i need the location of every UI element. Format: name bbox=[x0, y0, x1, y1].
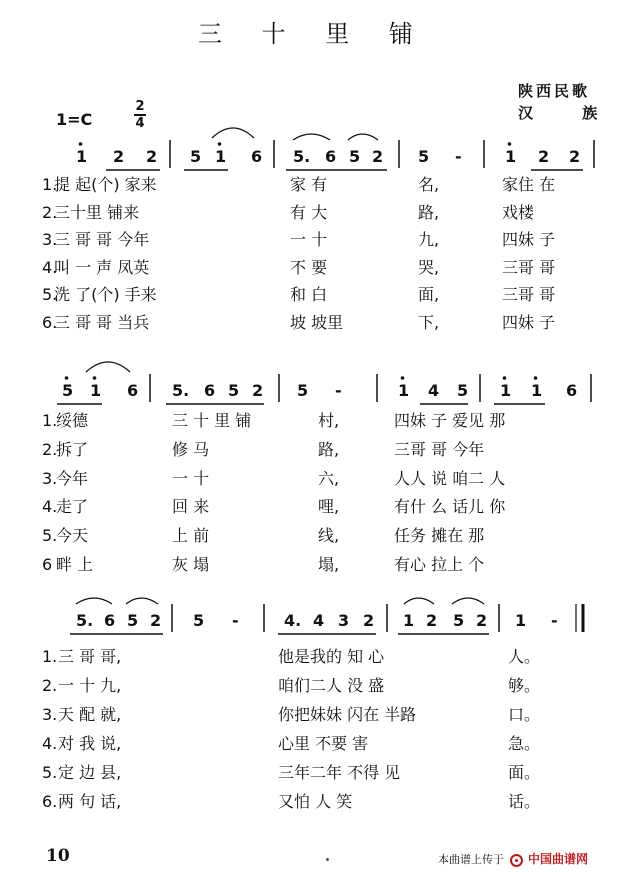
credit-brand: 中国曲谱网 bbox=[528, 852, 589, 866]
note: 1 bbox=[215, 147, 227, 166]
note: 1 bbox=[398, 381, 410, 400]
lyric-num: 6. bbox=[42, 792, 58, 811]
lyric-c: 线, bbox=[318, 526, 340, 546]
lyric-c: 九, bbox=[418, 230, 440, 250]
lyric-b: 不 要 bbox=[290, 257, 328, 277]
note: 4 bbox=[428, 381, 440, 400]
meter-bottom: 4 bbox=[135, 116, 145, 131]
meter-top: 2 bbox=[135, 99, 145, 114]
lyric-num: 1. bbox=[42, 175, 58, 194]
lyric-b: 心里 不要 害 bbox=[278, 734, 369, 753]
lyric-num: 5. bbox=[42, 285, 58, 305]
lyric-c: 塌, bbox=[318, 555, 340, 574]
lyric-b: 一 十 bbox=[290, 230, 328, 250]
note: 5 bbox=[297, 381, 309, 400]
note: 5 bbox=[193, 611, 205, 630]
note: 2 bbox=[146, 147, 158, 166]
upload-credit bbox=[438, 850, 588, 867]
lyric-b: 上 前 bbox=[172, 526, 210, 546]
note: 5. bbox=[76, 611, 94, 630]
lyric-c: 急。 bbox=[508, 734, 541, 753]
lyric-b: 和 白 bbox=[290, 285, 328, 305]
lyric-c: 够。 bbox=[508, 676, 541, 695]
lyric-a: 提 起(个) 家来 bbox=[54, 175, 157, 194]
lyric-b: 灰 塌 bbox=[172, 555, 210, 574]
note: 5 bbox=[62, 381, 74, 400]
lyric-d: 四妹 子 bbox=[502, 230, 556, 250]
note: 5 bbox=[457, 381, 469, 400]
lyric-a: 拆了 bbox=[56, 439, 89, 459]
note: 5 bbox=[127, 611, 139, 630]
note: 5 bbox=[453, 611, 465, 630]
lyric-b: 三 十 里 铺 bbox=[172, 411, 252, 430]
slur bbox=[404, 598, 434, 604]
lyric-b: 你把妹妹 闪在 半路 bbox=[278, 705, 417, 724]
note: 6 bbox=[325, 147, 337, 166]
note: 6 bbox=[204, 381, 216, 400]
note: 1 bbox=[505, 147, 517, 166]
lyric-a: 走了 bbox=[56, 497, 89, 517]
lyric-a: 绥德 bbox=[56, 411, 89, 430]
note: - bbox=[232, 611, 239, 630]
lyric-num: 3. bbox=[42, 468, 58, 488]
lyric-a: 三十里 铺来 bbox=[54, 202, 140, 222]
note: 5 bbox=[349, 147, 361, 166]
lyric-num: 2. bbox=[42, 676, 58, 695]
lyric-a: 对 我 说, bbox=[58, 734, 122, 753]
ethnic-label: 汉 族 bbox=[518, 104, 620, 122]
note: 1 bbox=[531, 381, 543, 400]
note: 6 bbox=[104, 611, 116, 630]
note: 5. bbox=[293, 147, 311, 166]
lyric-num: 5. bbox=[42, 526, 58, 546]
lyric-d: 四妹 子 爱见 那 bbox=[394, 411, 506, 430]
note: 1 bbox=[76, 147, 88, 166]
note: - bbox=[335, 381, 342, 400]
note: 6 bbox=[251, 147, 263, 166]
lyric-c: 六, bbox=[318, 468, 340, 488]
lyric-c: 下, bbox=[418, 313, 440, 332]
lyric-b: 又怕 人 笑 bbox=[278, 792, 353, 811]
lyric-c: 哩, bbox=[318, 497, 340, 517]
note: 5. bbox=[172, 381, 190, 400]
lyric-d: 任务 摊在 那 bbox=[394, 526, 485, 546]
lyric-b: 咱们二人 没 盛 bbox=[278, 676, 385, 695]
note: 1 bbox=[500, 381, 512, 400]
note: 2 bbox=[150, 611, 162, 630]
note: - bbox=[455, 147, 462, 166]
slur bbox=[126, 598, 158, 604]
note: 3 bbox=[338, 611, 350, 630]
lyric-num: 1. bbox=[42, 411, 58, 430]
lyric-d: 三哥 哥 bbox=[502, 257, 556, 277]
note: 1 bbox=[403, 611, 415, 630]
lyric-a: 天 配 就, bbox=[58, 705, 122, 724]
lyric-a: 今年 bbox=[56, 468, 89, 488]
lyric-d: 四妹 子 bbox=[502, 313, 556, 332]
lyric-c: 人。 bbox=[508, 647, 541, 666]
lyric-d: 家住 在 bbox=[502, 175, 556, 194]
note: 2 bbox=[252, 381, 264, 400]
lyric-d: 人人 说 咱二 人 bbox=[394, 468, 506, 488]
lyric-c: 口。 bbox=[508, 705, 541, 724]
note: 1 bbox=[90, 381, 102, 400]
lyric-num: 1. bbox=[42, 647, 58, 666]
lyric-c: 面, bbox=[418, 285, 440, 305]
lyric-c: 路, bbox=[318, 439, 340, 459]
note: 5 bbox=[228, 381, 240, 400]
lyric-d: 三哥 哥 bbox=[502, 285, 556, 305]
lyric-a: 一 十 九, bbox=[58, 676, 122, 695]
lyric-num: 6 bbox=[42, 555, 53, 574]
note: 2 bbox=[538, 147, 550, 166]
lyric-a: 两 句 话, bbox=[58, 792, 122, 811]
lyric-a: 三 哥 哥, bbox=[58, 647, 122, 666]
song-title: 三 十 里 铺 bbox=[198, 20, 429, 48]
page-number: 10 bbox=[46, 846, 70, 866]
lyric-num: 6. bbox=[42, 313, 58, 332]
note: 2 bbox=[426, 611, 438, 630]
note: 2 bbox=[372, 147, 384, 166]
lyric-num: 2. bbox=[42, 439, 58, 459]
lyric-num: 2. bbox=[42, 202, 58, 222]
lyric-d: 戏楼 bbox=[502, 202, 535, 222]
lyric-b: 有 大 bbox=[290, 202, 328, 222]
lyric-c: 面。 bbox=[508, 763, 541, 782]
lyric-a: 洗 了(个) 手来 bbox=[54, 285, 157, 305]
lyric-b: 一 十 bbox=[172, 468, 210, 488]
lyric-num: 3. bbox=[42, 705, 58, 724]
slur bbox=[452, 598, 484, 604]
note: 5 bbox=[418, 147, 430, 166]
lyric-b: 家 有 bbox=[290, 175, 328, 194]
lyric-a: 三 哥 哥 当兵 bbox=[54, 313, 150, 332]
site-logo-icon bbox=[510, 854, 523, 867]
lyric-num: 4. bbox=[42, 734, 58, 753]
center-mark bbox=[326, 858, 329, 861]
lyric-a: 定 边 县, bbox=[58, 763, 122, 782]
lyric-d: 有什 么 话儿 你 bbox=[394, 497, 506, 517]
lyric-d: 三哥 哥 今年 bbox=[394, 439, 485, 459]
note: 6 bbox=[127, 381, 139, 400]
note: 4. bbox=[284, 611, 302, 630]
slur bbox=[76, 598, 112, 604]
lyric-c: 村, bbox=[318, 411, 340, 430]
note: 2 bbox=[113, 147, 125, 166]
note: 2 bbox=[569, 147, 581, 166]
note: - bbox=[551, 611, 558, 630]
lyric-num: 5. bbox=[42, 763, 58, 782]
lyric-c: 哭, bbox=[418, 257, 440, 277]
credit-text: 本曲谱上传于 bbox=[438, 853, 504, 866]
lyric-a: 三 哥 哥 今年 bbox=[54, 230, 150, 250]
lyric-num: 3. bbox=[42, 230, 58, 250]
key-signature: 1=C bbox=[56, 110, 93, 129]
lyric-b: 三年二年 不得 见 bbox=[278, 763, 401, 782]
lyric-num: 4. bbox=[42, 257, 58, 277]
lyric-a: 畔 上 bbox=[56, 555, 94, 574]
lyric-c: 名, bbox=[418, 175, 440, 194]
lyric-d: 有心 拉上 个 bbox=[394, 555, 485, 574]
lyric-b: 坡 坡里 bbox=[290, 313, 344, 332]
note: 1 bbox=[515, 611, 527, 630]
note: 5 bbox=[190, 147, 202, 166]
lyric-num: 4. bbox=[42, 497, 58, 517]
note: 2 bbox=[363, 611, 375, 630]
lyric-c: 路, bbox=[418, 202, 440, 222]
lyric-b: 回 来 bbox=[172, 497, 210, 517]
lyric-c: 话。 bbox=[508, 792, 541, 811]
lyric-b: 修 马 bbox=[172, 439, 210, 459]
note: 6 bbox=[566, 381, 578, 400]
origin-label: 陕西民歌 bbox=[518, 82, 591, 100]
lyric-a: 叫 一 声 凤英 bbox=[54, 257, 150, 277]
lyric-a: 今天 bbox=[56, 526, 89, 546]
note: 2 bbox=[476, 611, 488, 630]
lyric-b: 他是我的 知 心 bbox=[278, 647, 385, 666]
note: 4 bbox=[313, 611, 325, 630]
